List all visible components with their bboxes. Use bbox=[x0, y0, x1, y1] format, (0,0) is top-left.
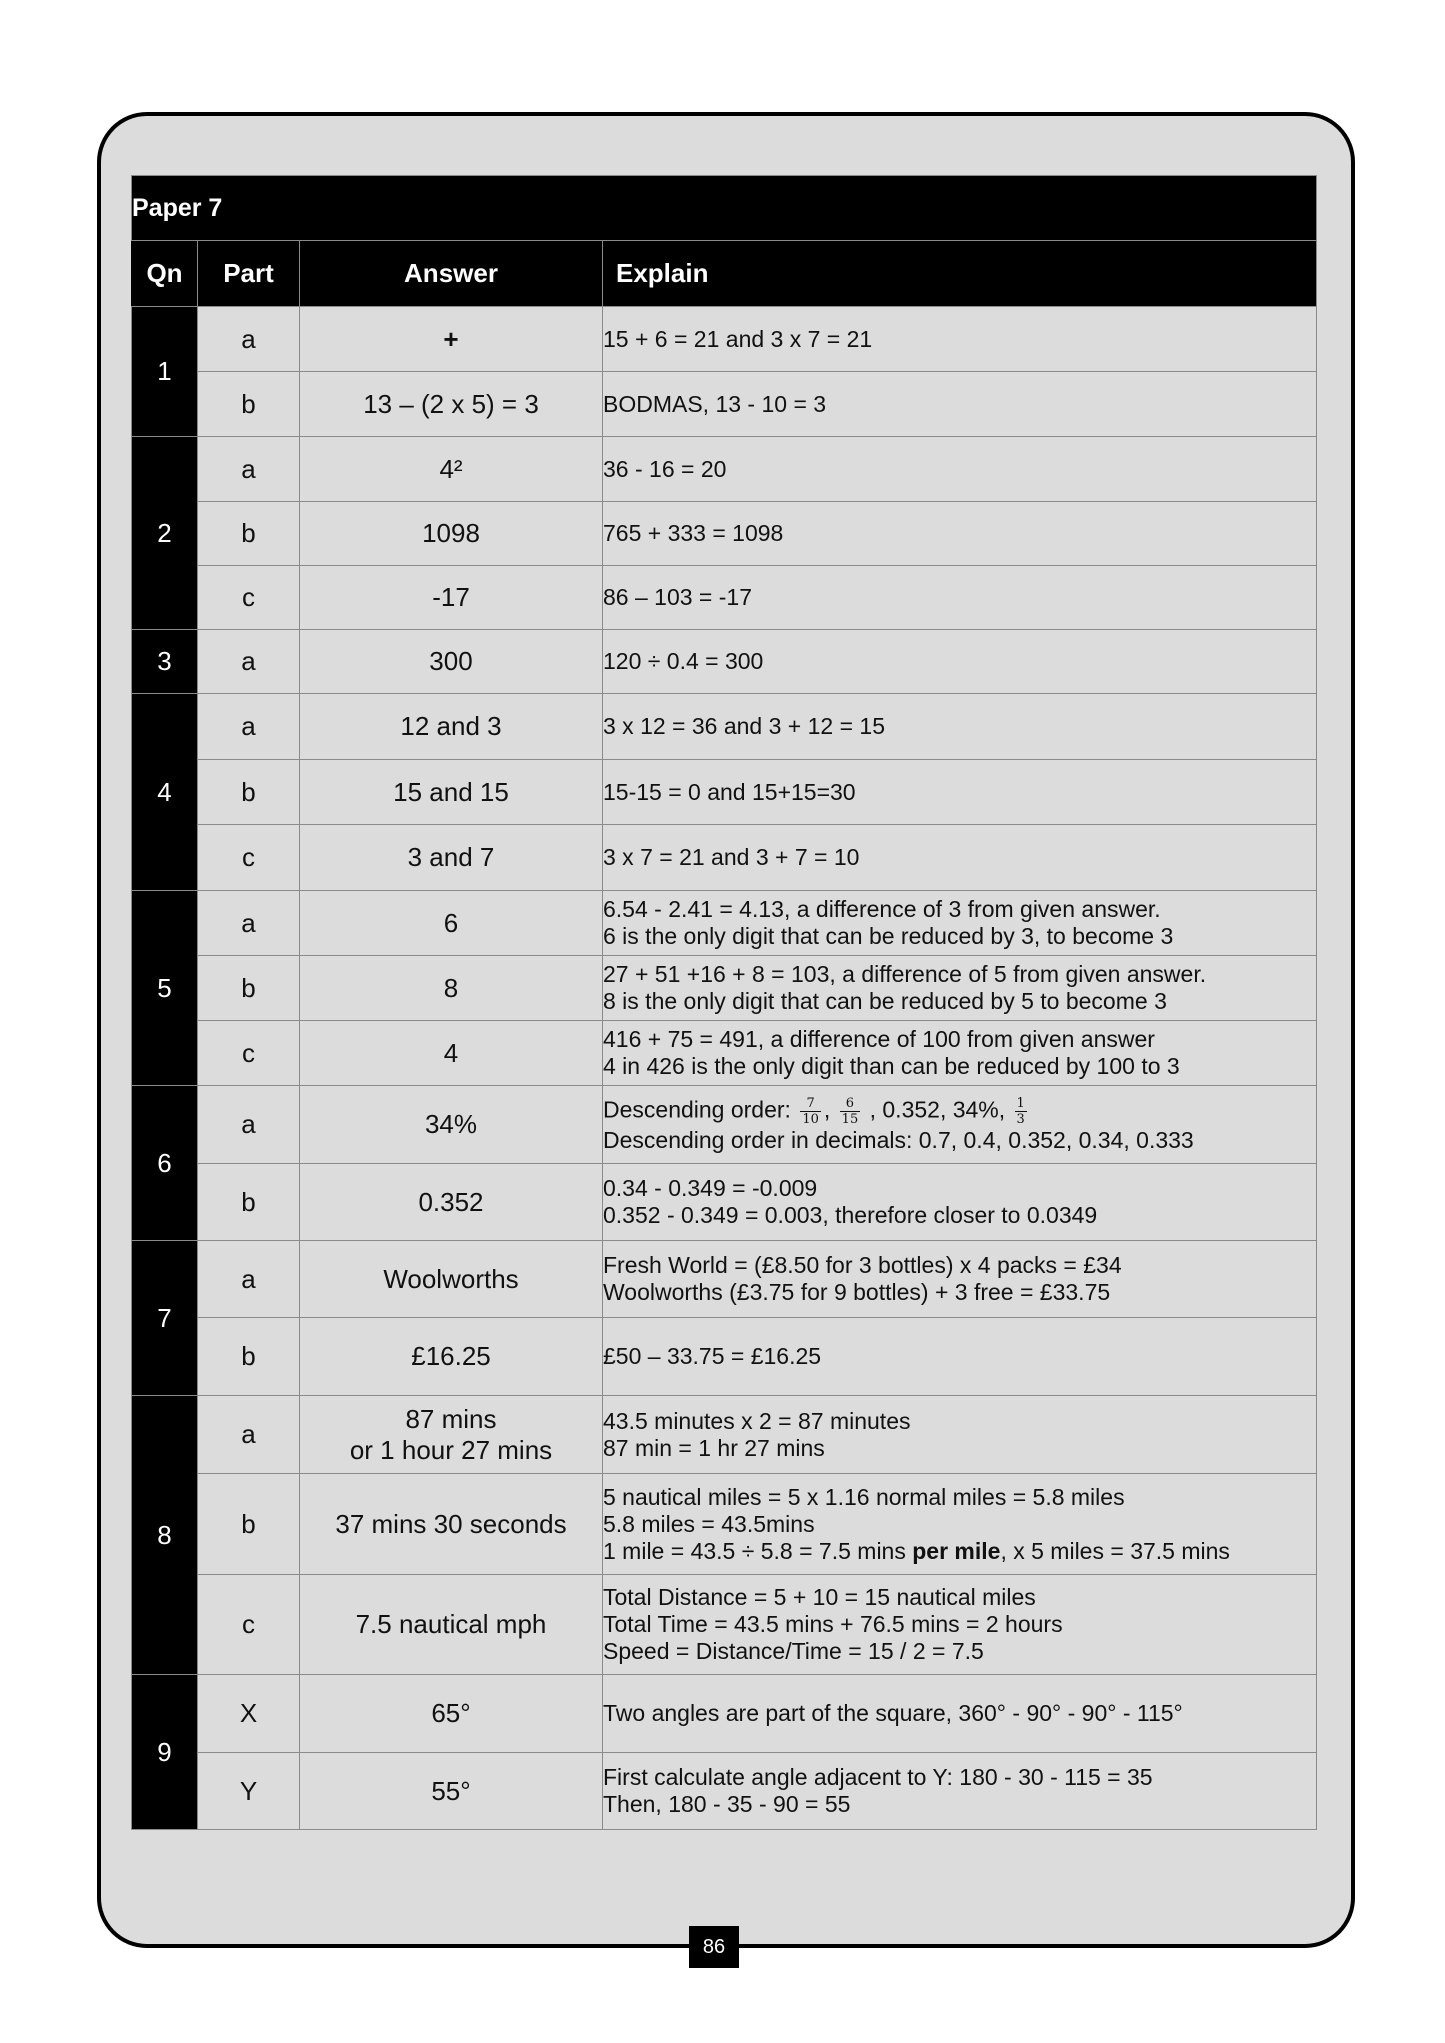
answer-cell: Woolworths bbox=[300, 1241, 603, 1318]
qn-cell: 8 bbox=[132, 1396, 198, 1675]
answer-cell: 37 mins 30 seconds bbox=[300, 1474, 603, 1575]
answer-cell: + bbox=[300, 307, 603, 372]
explain-cell: 0.34 - 0.349 = -0.009 0.352 - 0.349 = 0.003, therefore closer to 0.0349 bbox=[603, 1164, 1317, 1241]
table-row bbox=[132, 566, 1317, 630]
part-cell: b bbox=[198, 1164, 300, 1241]
table-row bbox=[132, 1021, 1317, 1086]
answer-cell: 65° bbox=[300, 1675, 603, 1753]
answers-table bbox=[131, 175, 1317, 1830]
qn-cell: 3 bbox=[132, 630, 198, 694]
table-row bbox=[132, 502, 1317, 566]
explain-cell: First calculate angle adjacent to Y: 180 - 30 - 115 = 35 Then, 180 - 35 - 90 = 55 bbox=[603, 1753, 1317, 1830]
answer-cell: 87 mins or 1 hour 27 mins bbox=[300, 1396, 603, 1474]
part-cell: b bbox=[198, 956, 300, 1021]
qn-cell: 2 bbox=[132, 437, 198, 630]
descending-order-line: Descending order: $\frac{7}{10}$ , $\frac{6}{15}$ , 0.352, 34%, $\frac{1}{3}$ bbox=[603, 1095, 1025, 1127]
part-cell: a bbox=[198, 1086, 300, 1164]
table-row bbox=[132, 1318, 1317, 1396]
header-part: Part bbox=[198, 241, 300, 307]
header-qn: Qn bbox=[132, 241, 198, 307]
explain-cell: Two angles are part of the square, 360° - 90° - 90° - 115° bbox=[603, 1675, 1317, 1753]
table-row bbox=[132, 956, 1317, 1021]
part-cell: Y bbox=[198, 1753, 300, 1830]
table-row bbox=[132, 307, 1317, 372]
table-row bbox=[132, 760, 1317, 825]
qn-cell: 9 bbox=[132, 1675, 198, 1830]
explain-cell: 6.54 - 2.41 = 4.13, a difference of 3 from given answer. 6 is the only digit that can be reduced by 3, to become 3 bbox=[603, 891, 1317, 956]
explain-cell: 15-15 = 0 and 15+15=30 bbox=[603, 760, 1317, 825]
explain-cell: Descending order: $\frac{7}{10}$ , $\frac{6}{15}$ , 0.352, 34%, $\frac{1}{3}$ Descending order in decimals: 0.7, 0.4, 0.352, 0.34, 0.333 bbox=[603, 1086, 1317, 1164]
part-cell: a bbox=[198, 307, 300, 372]
fraction: $\frac{1}{3}$ bbox=[1016, 1095, 1025, 1127]
answer-cell: -17 bbox=[300, 566, 603, 630]
table-row bbox=[132, 694, 1317, 760]
qn-cell: 6 bbox=[132, 1086, 198, 1241]
part-cell: c bbox=[198, 566, 300, 630]
answer-cell: 12 and 3 bbox=[300, 694, 603, 760]
table-row bbox=[132, 1086, 1317, 1164]
answer-cell: £16.25 bbox=[300, 1318, 603, 1396]
part-cell: X bbox=[198, 1675, 300, 1753]
table-row bbox=[132, 1474, 1317, 1575]
answer-cell: 4² bbox=[300, 437, 603, 502]
answer-cell: 15 and 15 bbox=[300, 760, 603, 825]
explain-cell: 765 + 333 = 1098 bbox=[603, 502, 1317, 566]
qn-cell: 5 bbox=[132, 891, 198, 1086]
answer-cell: 4 bbox=[300, 1021, 603, 1086]
answer-cell: 1098 bbox=[300, 502, 603, 566]
explain-cell: 43.5 minutes x 2 = 87 minutes 87 min = 1 hr 27 mins bbox=[603, 1396, 1317, 1474]
answer-cell: 6 bbox=[300, 891, 603, 956]
part-cell: b bbox=[198, 1318, 300, 1396]
table-row bbox=[132, 372, 1317, 437]
explain-cell: 120 ÷ 0.4 = 300 bbox=[603, 630, 1317, 694]
part-cell: b bbox=[198, 372, 300, 437]
explain-cell: 3 x 7 = 21 and 3 + 7 = 10 bbox=[603, 825, 1317, 891]
table-row bbox=[132, 1753, 1317, 1830]
fraction: $\frac{6}{15}$ bbox=[841, 1095, 859, 1127]
answer-cell: 0.352 bbox=[300, 1164, 603, 1241]
table-row bbox=[132, 1164, 1317, 1241]
table-row bbox=[132, 1575, 1317, 1675]
table-title: Paper 7 bbox=[132, 176, 1317, 241]
answer-cell: 8 bbox=[300, 956, 603, 1021]
table-row bbox=[132, 891, 1317, 956]
header-answer: Answer bbox=[300, 241, 603, 307]
answer-cell: 13 – (2 x 5) = 3 bbox=[300, 372, 603, 437]
explain-cell: 5 nautical miles = 5 x 1.16 normal miles = 5.8 miles 5.8 miles = 43.5mins 1 mile = 43.5 ÷ 5.8 = 7.5 mins per mile, x 5 miles = 37.5 mins bbox=[603, 1474, 1317, 1575]
answer-cell: 3 and 7 bbox=[300, 825, 603, 891]
explain-cell: BODMAS, 13 - 10 = 3 bbox=[603, 372, 1317, 437]
part-cell: a bbox=[198, 1241, 300, 1318]
table-row bbox=[132, 1241, 1317, 1318]
part-cell: a bbox=[198, 630, 300, 694]
explain-cell: 27 + 51 +16 + 8 = 103, a difference of 5 from given answer. 8 is the only digit that can be reduced by 5 to become 3 bbox=[603, 956, 1317, 1021]
part-cell: b bbox=[198, 502, 300, 566]
explain-cell: Total Distance = 5 + 10 = 15 nautical miles Total Time = 43.5 mins + 76.5 mins = 2 hours Speed = Distance/Time = 15 / 2 = 7.5 bbox=[603, 1575, 1317, 1675]
page-number: 86 bbox=[689, 1926, 739, 1968]
explain-cell: 86 – 103 = -17 bbox=[603, 566, 1317, 630]
header-explain: Explain bbox=[603, 241, 1317, 307]
explain-cell: 36 - 16 = 20 bbox=[603, 437, 1317, 502]
answer-cell: 7.5 nautical mph bbox=[300, 1575, 603, 1675]
explain-cell: 3 x 12 = 36 and 3 + 12 = 15 bbox=[603, 694, 1317, 760]
answer-cell: 55° bbox=[300, 1753, 603, 1830]
answer-cell: 300 bbox=[300, 630, 603, 694]
part-cell: a bbox=[198, 891, 300, 956]
table-row bbox=[132, 825, 1317, 891]
fraction: $\frac{7}{10}$ bbox=[802, 1095, 819, 1127]
table-row bbox=[132, 1675, 1317, 1753]
part-cell: b bbox=[198, 1474, 300, 1575]
table-row bbox=[132, 630, 1317, 694]
qn-cell: 7 bbox=[132, 1241, 198, 1396]
qn-cell: 1 bbox=[132, 307, 198, 437]
table-row bbox=[132, 437, 1317, 502]
part-cell: c bbox=[198, 1575, 300, 1675]
qn-cell: 4 bbox=[132, 694, 198, 891]
explain-cell: 15 + 6 = 21 and 3 x 7 = 21 bbox=[603, 307, 1317, 372]
part-cell: c bbox=[198, 825, 300, 891]
part-cell: a bbox=[198, 694, 300, 760]
explain-cell: 416 + 75 = 491, a difference of 100 from given answer 4 in 426 is the only digit than can be reduced by 100 to 3 bbox=[603, 1021, 1317, 1086]
part-cell: a bbox=[198, 437, 300, 502]
part-cell: a bbox=[198, 1396, 300, 1474]
part-cell: b bbox=[198, 760, 300, 825]
explain-cell: Fresh World = (£8.50 for 3 bottles) x 4 packs = £34 Woolworths (£3.75 for 9 bottles) + 3 free = £33.75 bbox=[603, 1241, 1317, 1318]
per-mile-line: 1 mile = 43.5 ÷ 5.8 = 7.5 mins per mile, x 5 miles = 37.5 mins bbox=[603, 1537, 1230, 1564]
table-row bbox=[132, 1396, 1317, 1474]
answer-cell: 34% bbox=[300, 1086, 603, 1164]
part-cell: c bbox=[198, 1021, 300, 1086]
explain-cell: £50 – 33.75 = £16.25 bbox=[603, 1318, 1317, 1396]
